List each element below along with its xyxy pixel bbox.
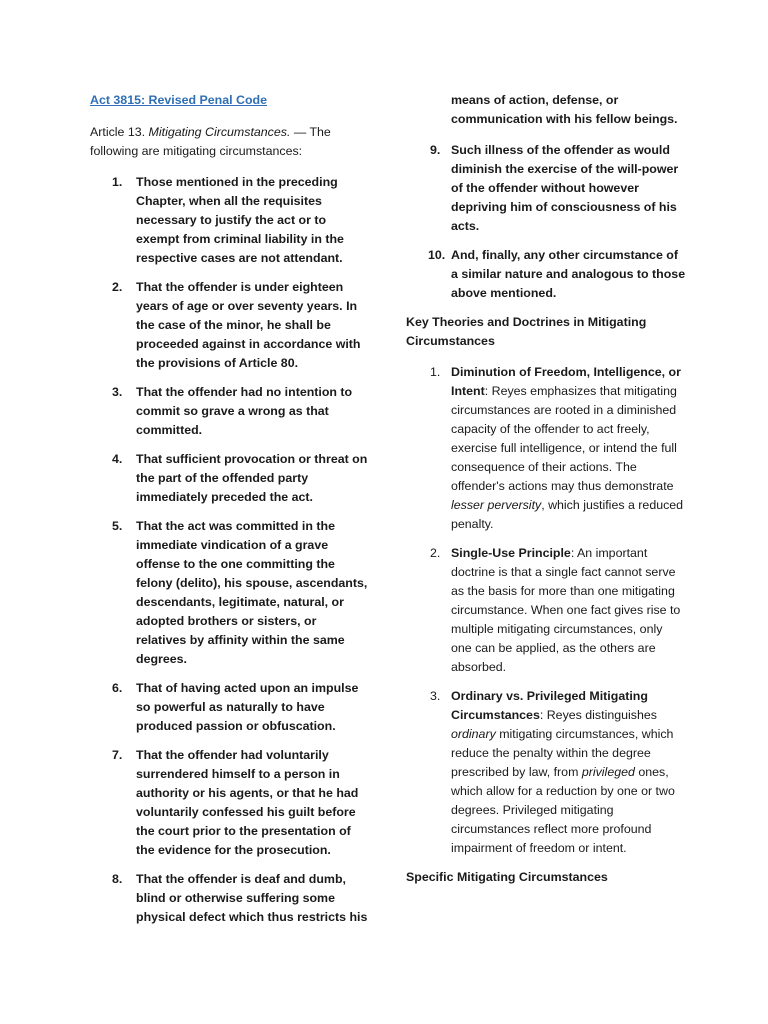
- mitigating-list-left: [90, 173, 370, 927]
- theory-text: : Reyes emphasizes that mitigating circumstances are rooted in a diminished capacity of the offender to act freely, exercise full intelligence, or intend the full consequence of their actions. The offender's actions may thus demonstrate: [451, 384, 677, 493]
- theory-text: : An important doctrine is that a single fact cannot serve as the basis for more than one mitigating circumstance. When one fact gives rise to multiple mitigating circumstances, only one can be applied, as the others are absorbed.: [451, 546, 681, 674]
- item-number: 3.: [430, 689, 441, 703]
- item-text: Those mentioned in the preceding Chapter, when all the requisites necessary to justify the act or to exempt from criminal liability in the respective cases are not attendant.: [136, 175, 344, 265]
- item-text: That the offender had voluntarily surrendered himself to a person in authority or his agents, or that he had voluntarily confessed his guilt before the court prior to the presentation of the evidence for the prosecution.: [136, 748, 359, 857]
- item-number: 10.: [428, 248, 446, 262]
- item-text: And, finally, any other circumstance of a similar nature and analogous to those above mentioned.: [451, 248, 686, 300]
- list-item: [90, 746, 370, 860]
- item-number: 4.: [112, 452, 123, 466]
- theory-emphasis: privileged: [581, 765, 635, 779]
- item-number: 2.: [430, 546, 441, 560]
- theory-item: [406, 544, 686, 677]
- left-column: [90, 88, 370, 937]
- item-number: 1.: [112, 175, 123, 189]
- right-column: [406, 91, 686, 899]
- list-item: [90, 679, 370, 736]
- theory-item: [406, 687, 686, 858]
- theories-list: [406, 363, 686, 858]
- list-item: [90, 870, 370, 927]
- theory-item: [406, 363, 686, 534]
- list-item: [90, 517, 370, 669]
- list-item: [406, 141, 686, 236]
- article-title: Mitigating Circumstances.: [148, 125, 291, 139]
- theory-title: Ordinary vs. Privileged Mitigating Circumstances: [451, 689, 648, 722]
- act-link[interactable]: Act 3815: Revised Penal Code: [90, 93, 267, 107]
- theory-text: , which justifies a reduced penalty.: [451, 498, 684, 531]
- item-text: Such illness of the offender as would diminish the exercise of the will-power of the offender without however depriving him of consciousness of his acts.: [451, 143, 679, 233]
- key-theories-heading: Key Theories and Doctrines in Mitigating Circumstances: [406, 315, 647, 348]
- item-text: That of having acted upon an impulse so powerful as naturally to have produced passion or obfuscation.: [136, 681, 359, 733]
- item-number: 7.: [112, 748, 123, 762]
- article-intro: [90, 123, 370, 161]
- list-item: [90, 278, 370, 373]
- mitigating-list-right: [406, 91, 686, 303]
- item-number: 1.: [430, 365, 441, 379]
- list-item: [90, 173, 370, 268]
- theory-text: mitigating circumstances, which reduce the penalty within the degree prescribed by law, from: [451, 727, 674, 779]
- item-text: That the offender had no intention to commit so grave a wrong as that committed.: [136, 385, 353, 437]
- item-number: 2.: [112, 280, 123, 294]
- theory-emphasis: lesser perversity: [451, 498, 542, 512]
- item-text: means of action, defense, or communication with his fellow beings.: [451, 93, 678, 126]
- list-item: [90, 383, 370, 440]
- item-text: That sufficient provocation or threat on the part of the offended party immediately preceded the act.: [136, 452, 368, 504]
- theory-title: Single-Use Principle: [451, 546, 571, 560]
- theory-text: ones, which allow for a reduction by one or two degrees. Privileged mitigating circumstances reflect more profound impairment of freedom or intent.: [451, 765, 675, 855]
- theory-emphasis: ordinary: [451, 727, 496, 741]
- item-number: 3.: [112, 385, 123, 399]
- article-number: Article 13.: [90, 125, 146, 139]
- theory-title: Diminution of Freedom, Intelligence, or Intent: [451, 365, 681, 398]
- theory-text: : Reyes distinguishes: [539, 708, 657, 722]
- item-number: 6.: [112, 681, 123, 695]
- list-item: [406, 246, 686, 303]
- item-text: That the offender is deaf and dumb, blind or otherwise suffering some physical defect which thus restricts his: [136, 872, 368, 924]
- specific-heading: Specific Mitigating Circumstances: [406, 870, 608, 884]
- list-item-continued: [406, 91, 686, 129]
- item-number: 8.: [112, 872, 123, 886]
- item-text: That the offender is under eighteen years of age or over seventy years. In the case of the minor, he shall be proceeded against in accordance with the provisions of Article 80.: [136, 280, 361, 370]
- item-number: 9.: [430, 143, 441, 157]
- article-intro-rest: — The following are mitigating circumstances:: [90, 125, 331, 158]
- item-number: 5.: [112, 519, 123, 533]
- list-item: [90, 450, 370, 507]
- item-text: That the act was committed in the immediate vindication of a grave offense to the one committing the felony (delito), his spouse, ascendants, descendants, legitimate, natural, or adopted brothers or sisters, or relatives by affinity within the same degrees.: [136, 519, 368, 666]
